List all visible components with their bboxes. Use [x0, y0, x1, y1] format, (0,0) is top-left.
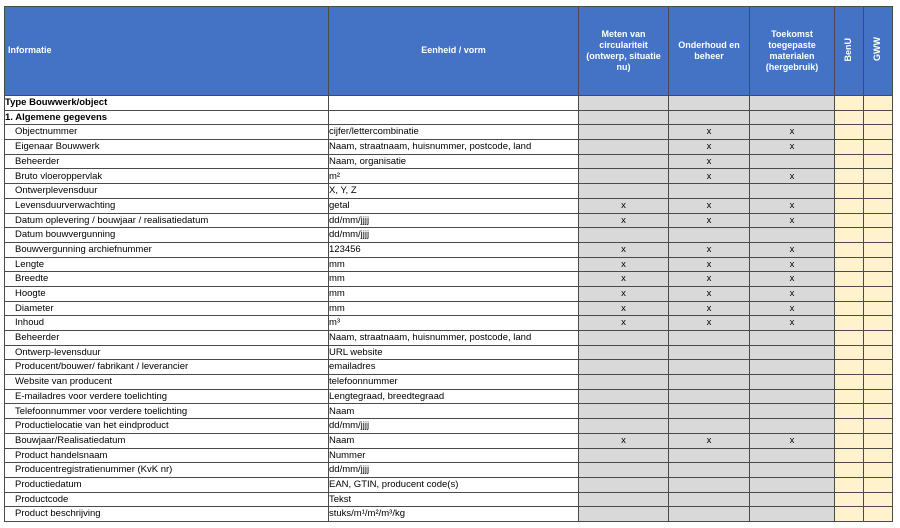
- cell-toekomst[interactable]: x: [750, 257, 835, 272]
- cell-meten[interactable]: [579, 331, 669, 346]
- header-row: [5, 7, 893, 96]
- table-row: [5, 404, 893, 419]
- cell-gww[interactable]: [864, 125, 893, 140]
- cell-gww[interactable]: [864, 198, 893, 213]
- cell-onderhoud[interactable]: x: [669, 301, 750, 316]
- cell-benu[interactable]: [835, 375, 864, 390]
- cell-gww[interactable]: [864, 110, 893, 125]
- cell-onderhoud[interactable]: [669, 345, 750, 360]
- cell-meten[interactable]: [579, 389, 669, 404]
- table-row: [5, 375, 893, 390]
- cell-toekomst[interactable]: [750, 404, 835, 419]
- cell-eenheid[interactable]: Naam: [329, 433, 579, 448]
- cell-benu[interactable]: [835, 169, 864, 184]
- header-benu-label: BenU: [843, 37, 854, 62]
- cell-meten[interactable]: [579, 404, 669, 419]
- cell-eenheid[interactable]: mm: [329, 286, 579, 301]
- table-row: [5, 272, 893, 287]
- table-row: [5, 184, 893, 199]
- cell-eenheid[interactable]: mm: [329, 301, 579, 316]
- table-row: [5, 125, 893, 140]
- cell-meten[interactable]: [579, 419, 669, 434]
- cell-benu[interactable]: [835, 110, 864, 125]
- cell-onderhoud[interactable]: [669, 463, 750, 478]
- cell-eenheid[interactable]: m³: [329, 316, 579, 331]
- table-row: [5, 257, 893, 272]
- cell-benu[interactable]: [835, 213, 864, 228]
- cell-benu[interactable]: [835, 154, 864, 169]
- table-body: [5, 96, 893, 522]
- cell-gww[interactable]: [864, 331, 893, 346]
- cell-eenheid[interactable]: 123456: [329, 242, 579, 257]
- cell-toekomst[interactable]: [750, 184, 835, 199]
- cell-eenheid[interactable]: Nummer: [329, 448, 579, 463]
- cell-meten[interactable]: [579, 477, 669, 492]
- cell-onderhoud[interactable]: x: [669, 198, 750, 213]
- cell-toekomst[interactable]: x: [750, 433, 835, 448]
- cell-onderhoud[interactable]: [669, 110, 750, 125]
- cell-benu[interactable]: [835, 448, 864, 463]
- cell-onderhoud[interactable]: x: [669, 154, 750, 169]
- cell-informatie[interactable]: Datum oplevering / bouwjaar / realisatiedatum: [5, 213, 329, 228]
- cell-gww[interactable]: [864, 228, 893, 243]
- cell-benu[interactable]: [835, 125, 864, 140]
- header-informatie[interactable]: Informatie: [5, 7, 329, 96]
- cell-benu[interactable]: [835, 198, 864, 213]
- cell-meten[interactable]: x: [579, 198, 669, 213]
- cell-toekomst[interactable]: [750, 375, 835, 390]
- cell-meten[interactable]: [579, 448, 669, 463]
- cell-eenheid[interactable]: dd/mm/jjjj: [329, 228, 579, 243]
- cell-meten[interactable]: [579, 169, 669, 184]
- cell-gww[interactable]: [864, 184, 893, 199]
- cell-meten[interactable]: [579, 492, 669, 507]
- cell-gww[interactable]: [864, 448, 893, 463]
- cell-informatie[interactable]: Inhoud: [5, 316, 329, 331]
- cell-toekomst[interactable]: x: [750, 140, 835, 155]
- cell-onderhoud[interactable]: [669, 331, 750, 346]
- cell-meten[interactable]: x: [579, 242, 669, 257]
- cell-informatie[interactable]: Eigenaar Bouwwerk: [5, 140, 329, 155]
- cell-meten[interactable]: [579, 96, 669, 111]
- cell-meten[interactable]: [579, 140, 669, 155]
- cell-informatie[interactable]: Product handelsnaam: [5, 448, 329, 463]
- cell-eenheid[interactable]: Naam: [329, 404, 579, 419]
- cell-toekomst[interactable]: [750, 96, 835, 111]
- spreadsheet-table: [4, 6, 893, 522]
- cell-gww[interactable]: [864, 433, 893, 448]
- cell-toekomst[interactable]: [750, 228, 835, 243]
- cell-gww[interactable]: [864, 242, 893, 257]
- cell-gww[interactable]: [864, 375, 893, 390]
- cell-benu[interactable]: [835, 463, 864, 478]
- table-row: [5, 360, 893, 375]
- cell-onderhoud[interactable]: [669, 492, 750, 507]
- cell-meten[interactable]: [579, 375, 669, 390]
- cell-informatie[interactable]: Hoogte: [5, 286, 329, 301]
- cell-informatie[interactable]: Bouwjaar/Realisatiedatum: [5, 433, 329, 448]
- cell-toekomst[interactable]: x: [750, 272, 835, 287]
- cell-meten[interactable]: [579, 154, 669, 169]
- cell-eenheid[interactable]: m²: [329, 169, 579, 184]
- cell-gww[interactable]: [864, 345, 893, 360]
- cell-toekomst[interactable]: x: [750, 301, 835, 316]
- cell-informatie[interactable]: Bruto vloeroppervlak: [5, 169, 329, 184]
- cell-informatie[interactable]: Ontwerp-levensduur: [5, 345, 329, 360]
- table-row: [5, 345, 893, 360]
- table-row: [5, 213, 893, 228]
- cell-toekomst[interactable]: [750, 110, 835, 125]
- cell-gww[interactable]: [864, 419, 893, 434]
- cell-eenheid[interactable]: telefoonnummer: [329, 375, 579, 390]
- cell-onderhoud[interactable]: [669, 419, 750, 434]
- table-row: [5, 448, 893, 463]
- cell-gww[interactable]: [864, 272, 893, 287]
- cell-meten[interactable]: x: [579, 286, 669, 301]
- cell-gww[interactable]: [864, 96, 893, 111]
- cell-informatie[interactable]: Ontwerplevensduur: [5, 184, 329, 199]
- cell-gww[interactable]: [864, 316, 893, 331]
- table-row: [5, 331, 893, 346]
- cell-benu[interactable]: [835, 96, 864, 111]
- cell-toekomst[interactable]: x: [750, 198, 835, 213]
- cell-informatie[interactable]: Product beschrijving: [5, 507, 329, 522]
- cell-informatie[interactable]: Lengte: [5, 257, 329, 272]
- cell-toekomst[interactable]: [750, 154, 835, 169]
- cell-informatie[interactable]: Bouwvergunning archiefnummer: [5, 242, 329, 257]
- cell-eenheid[interactable]: [329, 110, 579, 125]
- cell-informatie[interactable]: Producentregistratienummer (KvK nr): [5, 463, 329, 478]
- cell-informatie[interactable]: Beheerder: [5, 154, 329, 169]
- cell-eenheid[interactable]: X, Y, Z: [329, 184, 579, 199]
- cell-benu[interactable]: [835, 360, 864, 375]
- cell-onderhoud[interactable]: [669, 184, 750, 199]
- cell-eenheid[interactable]: Naam, organisatie: [329, 154, 579, 169]
- cell-informatie[interactable]: Website van producent: [5, 375, 329, 390]
- cell-eenheid[interactable]: Naam, straatnaam, huisnummer, postcode, land: [329, 140, 579, 155]
- cell-toekomst[interactable]: x: [750, 286, 835, 301]
- cell-toekomst[interactable]: [750, 331, 835, 346]
- cell-gww[interactable]: [864, 286, 893, 301]
- cell-eenheid[interactable]: dd/mm/jjjj: [329, 419, 579, 434]
- cell-onderhoud[interactable]: [669, 96, 750, 111]
- cell-onderhoud[interactable]: [669, 448, 750, 463]
- cell-informatie[interactable]: 1. Algemene gegevens: [5, 110, 329, 125]
- table-row: [5, 507, 893, 522]
- cell-benu[interactable]: [835, 272, 864, 287]
- cell-onderhoud[interactable]: [669, 477, 750, 492]
- table-row: [5, 419, 893, 434]
- table-row: [5, 301, 893, 316]
- cell-gww[interactable]: [864, 477, 893, 492]
- cell-benu[interactable]: [835, 242, 864, 257]
- cell-meten[interactable]: [579, 463, 669, 478]
- table-row: [5, 433, 893, 448]
- cell-onderhoud[interactable]: x: [669, 213, 750, 228]
- cell-eenheid[interactable]: Tekst: [329, 492, 579, 507]
- cell-benu[interactable]: [835, 316, 864, 331]
- cell-eenheid[interactable]: [329, 96, 579, 111]
- header-onderhoud[interactable]: Onderhoud en beheer: [669, 7, 750, 96]
- cell-gww[interactable]: [864, 389, 893, 404]
- cell-benu[interactable]: [835, 492, 864, 507]
- cell-toekomst[interactable]: [750, 507, 835, 522]
- cell-meten[interactable]: x: [579, 433, 669, 448]
- cell-onderhoud[interactable]: x: [669, 316, 750, 331]
- cell-onderhoud[interactable]: x: [669, 257, 750, 272]
- cell-onderhoud[interactable]: x: [669, 169, 750, 184]
- cell-informatie[interactable]: Type Bouwwerk/object: [5, 96, 329, 111]
- cell-informatie[interactable]: Producent/bouwer/ fabrikant / leverancier: [5, 360, 329, 375]
- cell-informatie[interactable]: Breedte: [5, 272, 329, 287]
- cell-eenheid[interactable]: Lengtegraad, breedtegraad: [329, 389, 579, 404]
- cell-benu[interactable]: [835, 228, 864, 243]
- cell-onderhoud[interactable]: [669, 404, 750, 419]
- cell-informatie[interactable]: Telefoonnummer voor verdere toelichting: [5, 404, 329, 419]
- cell-benu[interactable]: [835, 404, 864, 419]
- cell-meten[interactable]: [579, 360, 669, 375]
- cell-toekomst[interactable]: x: [750, 169, 835, 184]
- table-row: [5, 286, 893, 301]
- cell-eenheid[interactable]: dd/mm/jjjj: [329, 463, 579, 478]
- cell-informatie[interactable]: Productielocatie van het eindproduct: [5, 419, 329, 434]
- cell-onderhoud[interactable]: [669, 507, 750, 522]
- cell-meten[interactable]: x: [579, 213, 669, 228]
- cell-meten[interactable]: [579, 345, 669, 360]
- cell-meten[interactable]: [579, 184, 669, 199]
- cell-gww[interactable]: [864, 360, 893, 375]
- cell-informatie[interactable]: Datum bouwvergunning: [5, 228, 329, 243]
- cell-benu[interactable]: [835, 477, 864, 492]
- header-gww-label: GWW: [872, 37, 883, 62]
- cell-informatie[interactable]: Beheerder: [5, 331, 329, 346]
- cell-toekomst[interactable]: x: [750, 242, 835, 257]
- cell-gww[interactable]: [864, 154, 893, 169]
- cell-eenheid[interactable]: emailadres: [329, 360, 579, 375]
- cell-eenheid[interactable]: getal: [329, 198, 579, 213]
- cell-benu[interactable]: [835, 140, 864, 155]
- table-row: [5, 463, 893, 478]
- cell-toekomst[interactable]: [750, 448, 835, 463]
- cell-gww[interactable]: [864, 301, 893, 316]
- cell-toekomst[interactable]: x: [750, 125, 835, 140]
- cell-meten[interactable]: [579, 110, 669, 125]
- cell-onderhoud[interactable]: x: [669, 242, 750, 257]
- cell-toekomst[interactable]: [750, 477, 835, 492]
- table-row: [5, 154, 893, 169]
- cell-informatie[interactable]: E-mailadres voor verdere toelichting: [5, 389, 329, 404]
- cell-eenheid[interactable]: EAN, GTIN, producent code(s): [329, 477, 579, 492]
- table-row: [5, 242, 893, 257]
- cell-eenheid[interactable]: Naam, straatnaam, huisnummer, postcode, land: [329, 331, 579, 346]
- table-row: [5, 477, 893, 492]
- cell-benu[interactable]: [835, 286, 864, 301]
- cell-gww[interactable]: [864, 257, 893, 272]
- cell-eenheid[interactable]: cijfer/lettercombinatie: [329, 125, 579, 140]
- cell-informatie[interactable]: Productiedatum: [5, 477, 329, 492]
- cell-gww[interactable]: [864, 140, 893, 155]
- cell-onderhoud[interactable]: x: [669, 286, 750, 301]
- header-meten[interactable]: Meten van circulariteit (ontwerp, situatie nu): [579, 7, 669, 96]
- cell-eenheid[interactable]: dd/mm/jjjj: [329, 213, 579, 228]
- cell-gww[interactable]: [864, 463, 893, 478]
- table-row: [5, 96, 893, 111]
- cell-gww[interactable]: [864, 169, 893, 184]
- cell-onderhoud[interactable]: x: [669, 272, 750, 287]
- cell-onderhoud[interactable]: [669, 360, 750, 375]
- cell-informatie[interactable]: Levensduurverwachting: [5, 198, 329, 213]
- cell-benu[interactable]: [835, 257, 864, 272]
- cell-informatie[interactable]: Objectnummer: [5, 125, 329, 140]
- cell-meten[interactable]: x: [579, 301, 669, 316]
- cell-eenheid[interactable]: mm: [329, 272, 579, 287]
- cell-toekomst[interactable]: x: [750, 213, 835, 228]
- cell-informatie[interactable]: Productcode: [5, 492, 329, 507]
- cell-meten[interactable]: x: [579, 257, 669, 272]
- header-eenheid[interactable]: Eenheid / vorm: [329, 7, 579, 96]
- cell-meten[interactable]: [579, 507, 669, 522]
- cell-eenheid[interactable]: mm: [329, 257, 579, 272]
- table-row: [5, 228, 893, 243]
- cell-benu[interactable]: [835, 331, 864, 346]
- header-toekomst[interactable]: Toekomst toegepaste materialen (hergebruik): [750, 7, 835, 96]
- cell-benu[interactable]: [835, 507, 864, 522]
- cell-toekomst[interactable]: [750, 463, 835, 478]
- table-row: [5, 140, 893, 155]
- table-row: [5, 110, 893, 125]
- cell-benu[interactable]: [835, 419, 864, 434]
- cell-toekomst[interactable]: [750, 360, 835, 375]
- table-row: [5, 316, 893, 331]
- cell-toekomst[interactable]: [750, 492, 835, 507]
- cell-informatie[interactable]: Diameter: [5, 301, 329, 316]
- header-gww[interactable]: [864, 7, 893, 96]
- cell-benu[interactable]: [835, 184, 864, 199]
- cell-gww[interactable]: [864, 492, 893, 507]
- cell-onderhoud[interactable]: [669, 375, 750, 390]
- cell-toekomst[interactable]: [750, 419, 835, 434]
- cell-onderhoud[interactable]: [669, 228, 750, 243]
- cell-benu[interactable]: [835, 433, 864, 448]
- cell-gww[interactable]: [864, 507, 893, 522]
- cell-toekomst[interactable]: [750, 345, 835, 360]
- cell-onderhoud[interactable]: x: [669, 140, 750, 155]
- cell-eenheid[interactable]: stuks/m¹/m²/m³/kg: [329, 507, 579, 522]
- table-row: [5, 389, 893, 404]
- cell-gww[interactable]: [864, 404, 893, 419]
- table-row: [5, 492, 893, 507]
- header-benu[interactable]: [835, 7, 864, 96]
- cell-onderhoud[interactable]: x: [669, 433, 750, 448]
- cell-meten[interactable]: [579, 228, 669, 243]
- cell-benu[interactable]: [835, 345, 864, 360]
- cell-gww[interactable]: [864, 213, 893, 228]
- cell-benu[interactable]: [835, 301, 864, 316]
- table-row: [5, 169, 893, 184]
- table-row: [5, 198, 893, 213]
- cell-meten[interactable]: x: [579, 272, 669, 287]
- cell-meten[interactable]: [579, 125, 669, 140]
- cell-toekomst[interactable]: x: [750, 316, 835, 331]
- cell-eenheid[interactable]: URL website: [329, 345, 579, 360]
- cell-meten[interactable]: x: [579, 316, 669, 331]
- cell-onderhoud[interactable]: x: [669, 125, 750, 140]
- cell-onderhoud[interactable]: [669, 389, 750, 404]
- cell-toekomst[interactable]: [750, 389, 835, 404]
- cell-benu[interactable]: [835, 389, 864, 404]
